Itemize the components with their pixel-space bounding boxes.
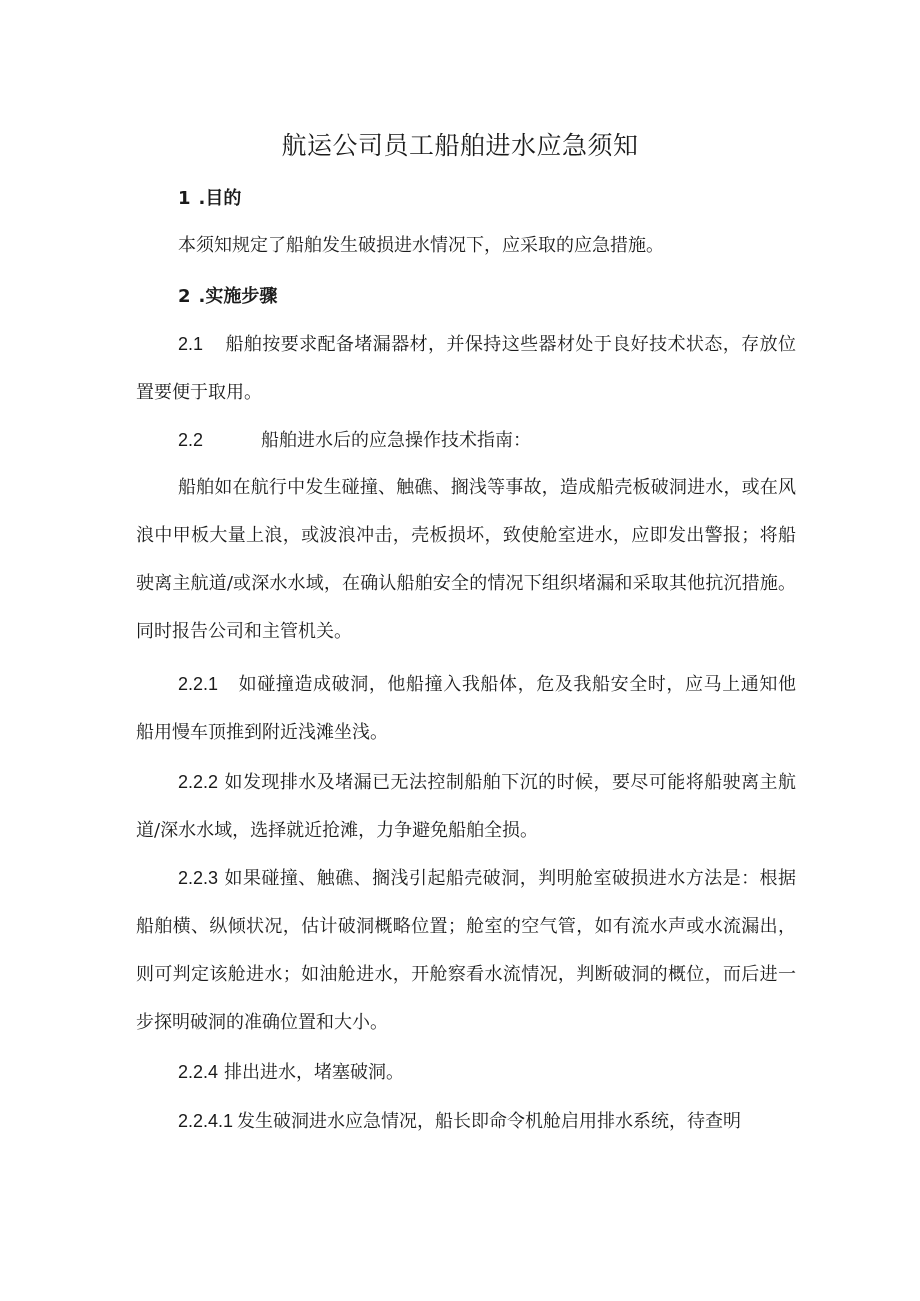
section-label: .目的 — [198, 188, 242, 209]
paragraph-number: 2.2 — [178, 430, 204, 450]
paragraph-text: 如果碰撞、触礁、搁浅引起船壳破洞，判明舱室破损进水方法是：根据船舶横、纵倾状况，估计破洞概略位置；舱室的空气管，如有流水声或水流漏出，则可判定该舱进水；如油舱进水，开舱察看水流情况，判断破洞的概位，而后进一步探明破洞的准确位置和大小。 — [136, 868, 796, 1033]
section-number: 2 — [178, 286, 191, 307]
section-heading-steps — [178, 283, 277, 311]
paragraph — [136, 854, 796, 1047]
paragraph-number: 2.2.2 — [178, 772, 219, 792]
document-title: 航运公司员工船舶进水应急须知 — [281, 131, 639, 160]
paragraph-text: 如发现排水及堵漏已无法控制船舶下沉的时候，要尽可能将船驶离主航道/深水水域，选择就近抢滩，力争避免船舶全损。 — [136, 772, 796, 841]
paragraph — [136, 1097, 796, 1146]
paragraph-text: 船舶按要求配备堵漏器材，并保持这些器材处于良好技术状态，存放位置要便于取用。 — [136, 334, 796, 403]
section-number: 1 — [178, 188, 191, 209]
paragraph-text: 排出进水，堵塞破洞。 — [224, 1062, 405, 1083]
section-label: .实施步骤 — [198, 286, 278, 307]
paragraph-text: 发生破洞进水应急情况，船长即命令机舱启用排水系统，待查明 — [237, 1111, 742, 1132]
paragraph-text: 本须知规定了船舶发生破损进水情况下，应采取的应急措施。 — [178, 235, 664, 256]
paragraph-number: 2.2.4 — [178, 1062, 219, 1082]
section-heading-purpose — [178, 185, 241, 213]
paragraph-number: 2.2.3 — [178, 868, 219, 888]
paragraph — [136, 1048, 796, 1097]
paragraph-number: 2.2.4.1 — [178, 1111, 234, 1131]
paragraph-text: 船舶如在航行中发生碰撞、触礁、搁浅等事故，造成船壳板破洞进水，或在风浪中甲板大量上浪，或波浪冲击，壳板损坏，致使舱室进水，应即发出警报；将船驶离主航道/或深水水域，在确认船舶安全的情况下组织堵漏和采取其他抗沉措施。同时报告公司和主管机关。 — [136, 477, 796, 642]
paragraph — [136, 222, 796, 270]
paragraph-text: 船舶进水后的应急操作技术指南： — [261, 430, 532, 451]
paragraph — [136, 320, 796, 417]
paragraph — [136, 758, 796, 855]
paragraph — [136, 660, 796, 757]
paragraph-text: 如碰撞造成破洞，他船撞入我船体，危及我船安全时，应马上通知他船用慢车顶推到附近浅滩坐浅。 — [136, 674, 796, 743]
paragraph — [136, 416, 796, 465]
paragraph — [136, 464, 796, 656]
paragraph-number: 2.2.1 — [178, 674, 219, 694]
paragraph-number: 2.1 — [178, 334, 204, 354]
